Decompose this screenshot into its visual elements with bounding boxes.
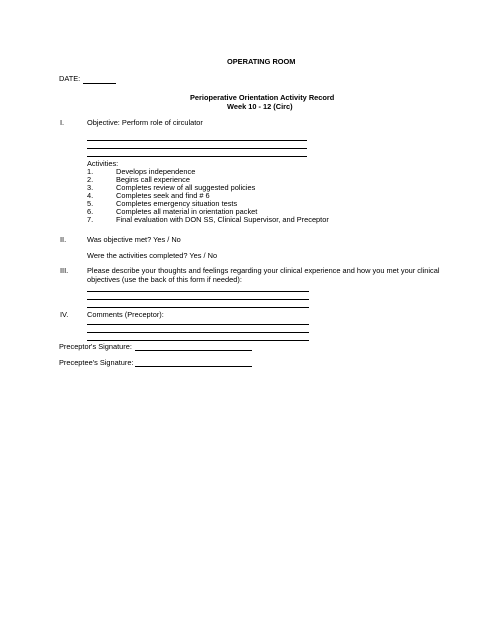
clinical-experience-prompt: Please describe your thoughts and feelings regarding your clinical experience and how you met your clinical [87, 266, 440, 275]
thoughts-line-2[interactable] [87, 299, 309, 300]
objective-met-question: Was objective met? Yes / No [87, 235, 181, 244]
comments-line-2[interactable] [87, 332, 309, 333]
objective-line-3[interactable] [87, 156, 307, 157]
activity-item: Develops independence [116, 167, 196, 176]
activity-item: Final evaluation with DON SS, Clinical Supervisor, and Preceptor [116, 215, 329, 224]
activity-item: Completes emergency situation tests [116, 199, 238, 208]
preceptor-signature-label: Preceptor's Signature: [59, 342, 132, 351]
clinical-experience-prompt-cont: objectives (use the back of this form if needed): [87, 275, 242, 284]
activity-number: 5. [87, 199, 94, 208]
comments-label: Comments (Preceptor): [87, 310, 164, 319]
activity-number: 4. [87, 191, 94, 200]
record-title: Perioperative Orientation Activity Record [190, 93, 335, 102]
section-numeral-4: IV. [60, 310, 69, 319]
preceptor-signature-field[interactable] [135, 350, 252, 351]
activities-label: Activities: [87, 159, 119, 168]
activity-number: 2. [87, 175, 94, 184]
comments-line-3[interactable] [87, 340, 309, 341]
week-label: Week 10 - 12 (Circ) [227, 102, 293, 111]
objective-line-1[interactable] [87, 140, 307, 141]
section-numeral-2: II. [60, 235, 67, 244]
activities-completed-question: Were the activities completed? Yes / No [87, 251, 218, 260]
section-numeral-1: I. [60, 118, 65, 127]
activity-item: Begins call experience [116, 175, 190, 184]
form-title: OPERATING ROOM [227, 57, 296, 66]
thoughts-line-1[interactable] [87, 291, 309, 292]
preceptee-signature-field[interactable] [135, 366, 252, 367]
activity-item: Completes seek and find # 6 [116, 191, 210, 200]
date-field[interactable] [83, 83, 116, 84]
comments-line-1[interactable] [87, 324, 309, 325]
section-numeral-3: III. [60, 266, 69, 275]
activity-number: 1. [87, 167, 94, 176]
activity-item: Completes all material in orientation packet [116, 207, 258, 216]
activity-number: 7. [87, 215, 94, 224]
date-label: DATE: [59, 74, 81, 83]
activity-item: Completes review of all suggested policies [116, 183, 256, 192]
preceptee-signature-label: Preceptee's Signature: [59, 358, 134, 367]
objective-text: Objective: Perform role of circulator [87, 118, 203, 127]
activity-number: 6. [87, 207, 94, 216]
objective-line-2[interactable] [87, 148, 307, 149]
activity-number: 3. [87, 183, 94, 192]
thoughts-line-3[interactable] [87, 307, 309, 308]
